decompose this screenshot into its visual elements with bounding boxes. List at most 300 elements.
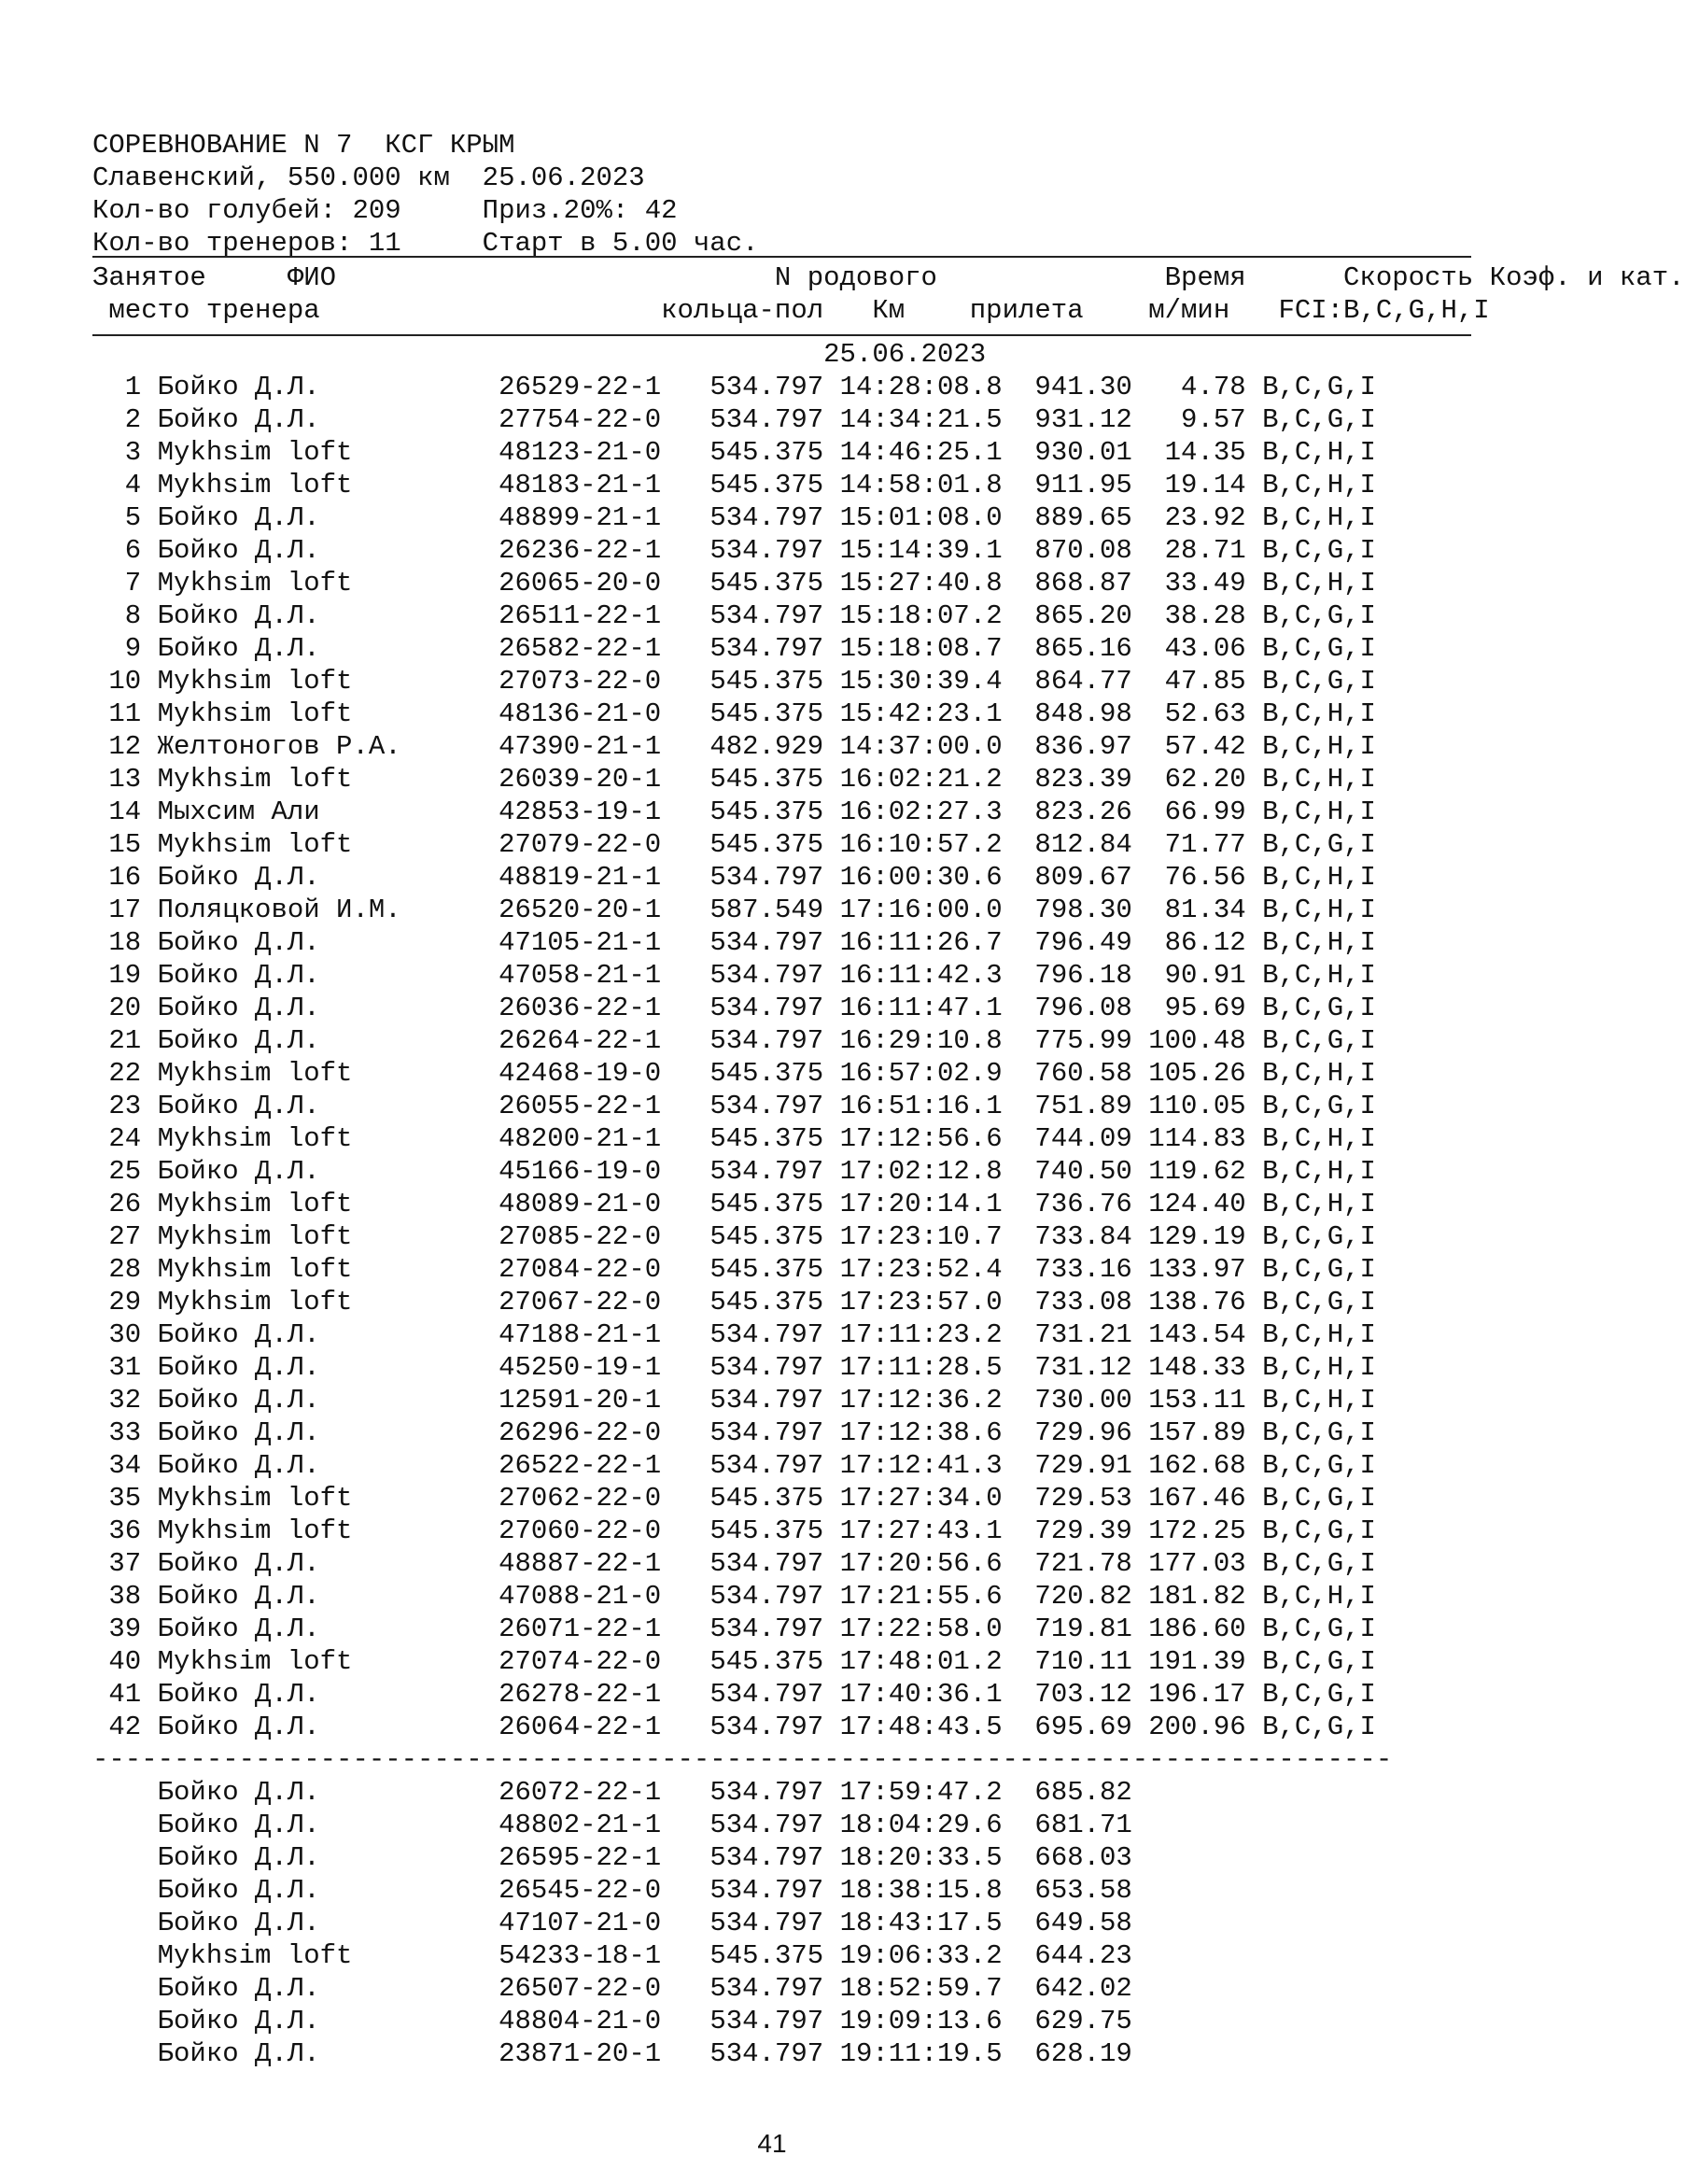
category-cell: B,C,G,I: [1262, 1450, 1376, 1481]
km-cell: 534.797: [709, 2038, 840, 2069]
speed-cell: 740.50: [1034, 1156, 1149, 1187]
time-cell: 16:11:26.7: [839, 927, 1035, 958]
time-cell: 17:48:01.2: [839, 1646, 1035, 1677]
name-cell: Бойко Д.Л.: [157, 862, 499, 893]
speed-cell: 733.08: [1034, 1287, 1149, 1317]
km-cell: 534.797: [709, 600, 840, 631]
km-cell: 534.797: [709, 1842, 840, 1873]
coef-cell: 76.56: [1148, 862, 1263, 893]
place-cell: 22: [92, 1058, 158, 1089]
place-cell: [92, 1842, 158, 1873]
table-row: [92, 2005, 1474, 2037]
ring-cell: 26278-22-1: [498, 1679, 710, 1710]
table-row: [92, 1645, 1474, 1678]
time-cell: 15:14:39.1: [839, 535, 1035, 566]
category-cell: B,C,H,I: [1262, 764, 1376, 795]
km-cell: 534.797: [709, 1352, 840, 1383]
km-cell: 545.375: [709, 470, 840, 500]
speed-cell: 729.96: [1034, 1417, 1149, 1448]
name-cell: Бойко Д.Л.: [157, 1908, 499, 1938]
coef-cell: 90.91: [1148, 960, 1263, 991]
coef-cell: 105.26: [1148, 1058, 1263, 1089]
place-cell: 2: [92, 404, 158, 435]
place-cell: 17: [92, 895, 158, 925]
table-row: [92, 1188, 1474, 1220]
time-cell: 14:37:00.0: [839, 731, 1035, 762]
category-cell: B,C,H,I: [1262, 437, 1376, 468]
ring-cell: 26545-22-0: [498, 1875, 710, 1906]
speed-cell: 809.67: [1034, 862, 1149, 893]
col-coef-label-2: FCI:B,C,G,H,I: [1245, 295, 1490, 326]
place-cell: 14: [92, 796, 158, 827]
place-cell: 21: [92, 1025, 158, 1056]
name-cell: Бойко Д.Л.: [157, 2038, 499, 2069]
table-row: [92, 371, 1474, 403]
date-row: [92, 338, 1474, 371]
km-cell: 545.375: [709, 1254, 840, 1285]
time-cell: 17:20:14.1: [839, 1189, 1035, 1219]
place-cell: 3: [92, 437, 158, 468]
ring-cell: 23871-20-1: [498, 2038, 710, 2069]
ring-cell: 48804-21-0: [498, 2006, 710, 2036]
km-cell: 534.797: [709, 1091, 840, 1121]
speed-cell: 868.87: [1034, 568, 1149, 599]
time-cell: 15:18:08.7: [839, 633, 1035, 664]
coef-cell: 124.40: [1148, 1189, 1263, 1219]
coef-cell: 191.39: [1148, 1646, 1263, 1677]
category-cell: B,C,G,I: [1262, 1515, 1376, 1546]
table-row: [92, 1057, 1474, 1090]
table-row: [92, 1515, 1474, 1547]
place-cell: 20: [92, 993, 158, 1023]
coef-cell: 86.12: [1148, 927, 1263, 958]
name-cell: Бойко Д.Л.: [157, 372, 499, 402]
speed-cell: 796.49: [1034, 927, 1149, 958]
speed-cell: 864.77: [1034, 666, 1149, 697]
time-cell: 15:01:08.0: [839, 502, 1035, 533]
coef-cell: 14.35: [1148, 437, 1263, 468]
table-row: [92, 730, 1474, 763]
place-cell: 27: [92, 1221, 158, 1252]
time-cell: 17:20:56.6: [839, 1548, 1035, 1579]
km-cell: 545.375: [709, 666, 840, 697]
ring-cell: 27060-22-0: [498, 1515, 710, 1546]
name-cell: Бойко Д.Л.: [157, 1973, 499, 2004]
km-cell: 545.375: [709, 1058, 840, 1089]
col-speed-label-2: м/мин: [1148, 295, 1246, 326]
time-cell: 15:18:07.2: [839, 600, 1035, 631]
coef-cell: 52.63: [1148, 698, 1263, 729]
name-cell: Mykhsim loft: [157, 829, 499, 860]
name-cell: Бойко Д.Л.: [157, 993, 499, 1023]
table-row: [92, 1482, 1474, 1515]
km-cell: 545.375: [709, 568, 840, 599]
place-cell: 23: [92, 1091, 158, 1121]
name-cell: Mykhsim loft: [157, 1221, 499, 1252]
category-cell: B,C,H,I: [1262, 1058, 1376, 1089]
place-cell: 28: [92, 1254, 158, 1285]
column-header-row-2: [92, 294, 1490, 327]
table-row: [92, 665, 1474, 697]
place-cell: [92, 1940, 158, 1971]
ring-cell: 26072-22-1: [498, 1777, 710, 1808]
speed-cell: 721.78: [1034, 1548, 1149, 1579]
place-cell: 32: [92, 1385, 158, 1416]
time-cell: 17:11:23.2: [839, 1319, 1035, 1350]
km-cell: 545.375: [709, 1123, 840, 1154]
km-cell: 534.797: [709, 1679, 840, 1710]
ring-cell: 26511-22-1: [498, 600, 710, 631]
ring-cell: 26264-22-1: [498, 1025, 710, 1056]
place-cell: 34: [92, 1450, 158, 1481]
speed-cell: 628.19: [1034, 2038, 1132, 2069]
place-cell: [92, 1908, 158, 1938]
km-cell: 534.797: [709, 1712, 840, 1742]
coef-cell: 95.69: [1148, 993, 1263, 1023]
time-cell: 17:16:00.0: [839, 895, 1035, 925]
header-line-1: СОРЕВНОВАНИЕ N 7 КСГ КРЫМ: [92, 130, 515, 161]
place-cell: 40: [92, 1646, 158, 1677]
place-cell: 39: [92, 1613, 158, 1644]
ring-cell: 26064-22-1: [498, 1712, 710, 1742]
place-cell: [92, 2006, 158, 2036]
km-cell: 482.929: [709, 731, 840, 762]
time-cell: 18:43:17.5: [839, 1908, 1035, 1938]
name-cell: Бойко Д.Л.: [157, 1548, 499, 1579]
category-cell: B,C,H,I: [1262, 568, 1376, 599]
place-cell: [92, 1810, 158, 1840]
coef-cell: 28.71: [1148, 535, 1263, 566]
name-cell: Mykhsim loft: [157, 666, 499, 697]
place-cell: 26: [92, 1189, 158, 1219]
km-cell: 534.797: [709, 993, 840, 1023]
category-cell: B,C,G,I: [1262, 1646, 1376, 1677]
time-cell: 17:23:10.7: [839, 1221, 1035, 1252]
ranked-results-table: [92, 371, 1474, 1743]
coef-cell: 47.85: [1148, 666, 1263, 697]
time-cell: 15:27:40.8: [839, 568, 1035, 599]
ring-cell: 47058-21-1: [498, 960, 710, 991]
place-cell: 13: [92, 764, 158, 795]
category-cell: B,C,G,I: [1262, 993, 1376, 1023]
column-header-row-1: [92, 261, 1685, 294]
table-row: [92, 1351, 1474, 1384]
ring-cell: 26071-22-1: [498, 1613, 710, 1644]
table-row: [92, 992, 1474, 1024]
km-cell: 534.797: [709, 862, 840, 893]
table-row: [92, 1024, 1474, 1057]
table-row: [92, 959, 1474, 992]
table-row: [92, 796, 1474, 828]
km-cell: 545.375: [709, 437, 840, 468]
km-cell: 534.797: [709, 2006, 840, 2036]
place-cell: [92, 1973, 158, 2004]
place-cell: 1: [92, 372, 158, 402]
name-cell: Бойко Д.Л.: [157, 600, 499, 631]
coef-cell: 129.19: [1148, 1221, 1263, 1252]
ring-cell: 27085-22-0: [498, 1221, 710, 1252]
coef-cell: 133.97: [1148, 1254, 1263, 1285]
unranked-results-table: [92, 1776, 1474, 2070]
place-cell: 9: [92, 633, 158, 664]
coef-cell: 57.42: [1148, 731, 1263, 762]
speed-cell: 644.23: [1034, 1940, 1132, 1971]
ring-cell: 27062-22-0: [498, 1483, 710, 1514]
time-cell: 15:42:23.1: [839, 698, 1035, 729]
category-cell: B,C,H,I: [1262, 470, 1376, 500]
table-row: [92, 1678, 1474, 1711]
km-cell: 534.797: [709, 1450, 840, 1481]
coef-cell: 167.46: [1148, 1483, 1263, 1514]
category-cell: B,C,H,I: [1262, 1189, 1376, 1219]
speed-cell: 733.16: [1034, 1254, 1149, 1285]
place-cell: [92, 2038, 158, 2069]
time-cell: 17:12:38.6: [839, 1417, 1035, 1448]
header-line-4: Кол-во тренеров: 11 Старт в 5.00 час.: [92, 228, 759, 259]
table-row: [92, 403, 1474, 436]
km-cell: 545.375: [709, 1221, 840, 1252]
km-cell: 545.375: [709, 1189, 840, 1219]
table-row: [92, 599, 1474, 632]
name-cell: Бойко Д.Л.: [157, 2006, 499, 2036]
km-cell: 534.797: [709, 1613, 840, 1644]
columns-rule: [92, 334, 1471, 336]
category-cell: B,C,H,I: [1262, 698, 1376, 729]
category-cell: B,C,G,I: [1262, 372, 1376, 402]
km-cell: 534.797: [709, 1025, 840, 1056]
time-cell: 17:12:41.3: [839, 1450, 1035, 1481]
speed-cell: 685.82: [1034, 1777, 1132, 1808]
time-cell: 16:11:47.1: [839, 993, 1035, 1023]
speed-cell: 731.21: [1034, 1319, 1149, 1350]
col-coef-label-1: Коэф. и кат.: [1473, 262, 1685, 293]
column-headers: [92, 261, 1685, 327]
table-row: [92, 1809, 1474, 1841]
category-cell: B,C,G,I: [1262, 1679, 1376, 1710]
category-cell: B,C,H,I: [1262, 502, 1376, 533]
km-cell: 534.797: [709, 1548, 840, 1579]
category-cell: B,C,G,I: [1262, 1221, 1376, 1252]
category-cell: B,C,G,I: [1262, 1417, 1376, 1448]
category-cell: B,C,H,I: [1262, 1319, 1376, 1350]
speed-cell: 730.00: [1034, 1385, 1149, 1416]
category-cell: B,C,G,I: [1262, 1712, 1376, 1742]
col-speed-label-1: Скорость: [1327, 262, 1474, 293]
category-cell: B,C,G,I: [1262, 1483, 1376, 1514]
ring-cell: 48802-21-1: [498, 1810, 710, 1840]
place-cell: 24: [92, 1123, 158, 1154]
coef-cell: 177.03: [1148, 1548, 1263, 1579]
col-name-label-2: тренера: [190, 295, 662, 326]
ring-cell: 26520-20-1: [498, 895, 710, 925]
ring-cell: 45166-19-0: [498, 1156, 710, 1187]
place-cell: 42: [92, 1712, 158, 1742]
place-cell: 6: [92, 535, 158, 566]
category-cell: B,C,G,I: [1262, 666, 1376, 697]
name-cell: Бойко Д.Л.: [157, 960, 499, 991]
place-cell: 31: [92, 1352, 158, 1383]
km-cell: 545.375: [709, 1287, 840, 1317]
place-cell: 8: [92, 600, 158, 631]
name-cell: Бойко Д.Л.: [157, 1712, 499, 1742]
speed-cell: 668.03: [1034, 1842, 1132, 1873]
ring-cell: 42468-19-0: [498, 1058, 710, 1089]
speed-cell: 720.82: [1034, 1581, 1149, 1612]
ring-cell: 48899-21-1: [498, 502, 710, 533]
ring-cell: 27754-22-0: [498, 404, 710, 435]
ring-cell: 26065-20-0: [498, 568, 710, 599]
km-cell: 534.797: [709, 1810, 840, 1840]
ring-cell: 54233-18-1: [498, 1940, 710, 1971]
table-row: [92, 1939, 1474, 1972]
col-place-label-1: Занятое: [92, 262, 256, 293]
speed-cell: 653.58: [1034, 1875, 1132, 1906]
col-time-label-2: прилета: [969, 295, 1149, 326]
ring-cell: 26055-22-1: [498, 1091, 710, 1121]
name-cell: Бойко Д.Л.: [157, 1842, 499, 1873]
speed-cell: 865.20: [1034, 600, 1149, 631]
ring-cell: 26522-22-1: [498, 1450, 710, 1481]
km-cell: 534.797: [709, 1875, 840, 1906]
ring-cell: 26582-22-1: [498, 633, 710, 664]
place-cell: 19: [92, 960, 158, 991]
coef-cell: 114.83: [1148, 1123, 1263, 1154]
category-cell: B,C,H,I: [1262, 927, 1376, 958]
name-cell: Бойко Д.Л.: [157, 502, 499, 533]
ring-cell: 47188-21-1: [498, 1319, 710, 1350]
name-cell: Mykhsim loft: [157, 1515, 499, 1546]
speed-cell: 930.01: [1034, 437, 1149, 468]
name-cell: Mykhsim loft: [157, 1058, 499, 1089]
speed-cell: 823.39: [1034, 764, 1149, 795]
time-cell: 14:28:08.8: [839, 372, 1035, 402]
time-cell: 17:23:57.0: [839, 1287, 1035, 1317]
ring-cell: 48089-21-0: [498, 1189, 710, 1219]
name-cell: Желтоногов Р.А.: [157, 731, 499, 762]
name-cell: Бойко Д.Л.: [157, 927, 499, 958]
results-document: [92, 129, 1685, 2070]
speed-cell: 710.11: [1034, 1646, 1149, 1677]
place-cell: 4: [92, 470, 158, 500]
place-cell: 38: [92, 1581, 158, 1612]
category-cell: B,C,H,I: [1262, 731, 1376, 762]
place-cell: 12: [92, 731, 158, 762]
place-cell: [92, 1875, 158, 1906]
name-cell: Бойко Д.Л.: [157, 1581, 499, 1612]
ring-cell: 48200-21-1: [498, 1123, 710, 1154]
coef-cell: 43.06: [1148, 633, 1263, 664]
name-cell: Бойко Д.Л.: [157, 1810, 499, 1840]
speed-cell: 865.16: [1034, 633, 1149, 664]
coef-cell: 81.34: [1148, 895, 1263, 925]
place-cell: 7: [92, 568, 158, 599]
km-cell: 534.797: [709, 1385, 840, 1416]
km-cell: 545.375: [709, 1940, 840, 1971]
coef-cell: 100.48: [1148, 1025, 1263, 1056]
coef-cell: 23.92: [1148, 502, 1263, 533]
ring-cell: 26529-22-1: [498, 372, 710, 402]
speed-cell: 775.99: [1034, 1025, 1149, 1056]
table-row: [92, 1090, 1474, 1122]
table-row: [92, 1253, 1474, 1286]
name-cell: Бойко Д.Л.: [157, 1417, 499, 1448]
category-cell: B,C,G,I: [1262, 600, 1376, 631]
category-cell: B,C,G,I: [1262, 1254, 1376, 1285]
coef-cell: 162.68: [1148, 1450, 1263, 1481]
table-row: [92, 501, 1474, 534]
coef-cell: 62.20: [1148, 764, 1263, 795]
ring-cell: 45250-19-1: [498, 1352, 710, 1383]
speed-cell: 733.84: [1034, 1221, 1149, 1252]
coef-cell: 186.60: [1148, 1613, 1263, 1644]
category-cell: B,C,H,I: [1262, 960, 1376, 991]
place-cell: 10: [92, 666, 158, 697]
place-cell: 30: [92, 1319, 158, 1350]
speed-cell: 744.09: [1034, 1123, 1149, 1154]
time-cell: 17:59:47.2: [839, 1777, 1035, 1808]
coef-cell: 172.25: [1148, 1515, 1263, 1546]
category-cell: B,C,G,I: [1262, 1025, 1376, 1056]
name-cell: Mykhsim loft: [157, 698, 499, 729]
page-number: 41: [757, 2129, 787, 2158]
name-cell: Бойко Д.Л.: [157, 1385, 499, 1416]
table-row: [92, 763, 1474, 796]
table-row: [92, 1416, 1474, 1449]
place-cell: 29: [92, 1287, 158, 1317]
km-cell: 545.375: [709, 764, 840, 795]
table-row: [92, 1711, 1474, 1743]
speed-cell: 870.08: [1034, 535, 1149, 566]
km-cell: 534.797: [709, 1319, 840, 1350]
ring-cell: 27084-22-0: [498, 1254, 710, 1285]
category-cell: B,C,G,I: [1262, 535, 1376, 566]
time-cell: 18:04:29.6: [839, 1810, 1035, 1840]
speed-cell: 703.12: [1034, 1679, 1149, 1710]
category-cell: B,C,G,I: [1262, 1287, 1376, 1317]
name-cell: Бойко Д.Л.: [157, 1091, 499, 1121]
name-cell: Поляцковой И.М.: [157, 895, 499, 925]
table-row: [92, 469, 1474, 501]
speed-cell: 760.58: [1034, 1058, 1149, 1089]
place-cell: [92, 1777, 158, 1808]
speed-cell: 642.02: [1034, 1973, 1132, 2004]
name-cell: Mykhsim loft: [157, 1646, 499, 1677]
ring-cell: 26296-22-0: [498, 1417, 710, 1448]
table-row: [92, 828, 1474, 861]
table-row: [92, 1547, 1474, 1580]
speed-cell: 729.39: [1034, 1515, 1149, 1546]
time-cell: 14:58:01.8: [839, 470, 1035, 500]
ring-cell: 48819-21-1: [498, 862, 710, 893]
km-cell: 534.797: [709, 404, 840, 435]
speed-cell: 729.53: [1034, 1483, 1149, 1514]
ring-cell: 27079-22-0: [498, 829, 710, 860]
col-name-label-1: ФИО: [255, 262, 775, 293]
header-line-3: Кол-во голубей: 209 Приз.20%: 42: [92, 195, 678, 226]
km-cell: 534.797: [709, 633, 840, 664]
category-cell: B,C,H,I: [1262, 1385, 1376, 1416]
time-cell: 16:57:02.9: [839, 1058, 1035, 1089]
time-cell: 17:12:56.6: [839, 1123, 1035, 1154]
category-cell: B,C,H,I: [1262, 796, 1376, 827]
col-km-label: Км: [872, 295, 970, 326]
speed-cell: 751.89: [1034, 1091, 1149, 1121]
time-cell: 17:23:52.4: [839, 1254, 1035, 1285]
place-cell: 11: [92, 698, 158, 729]
coef-cell: 181.82: [1148, 1581, 1263, 1612]
table-row: [92, 1122, 1474, 1155]
table-row: [92, 926, 1474, 959]
